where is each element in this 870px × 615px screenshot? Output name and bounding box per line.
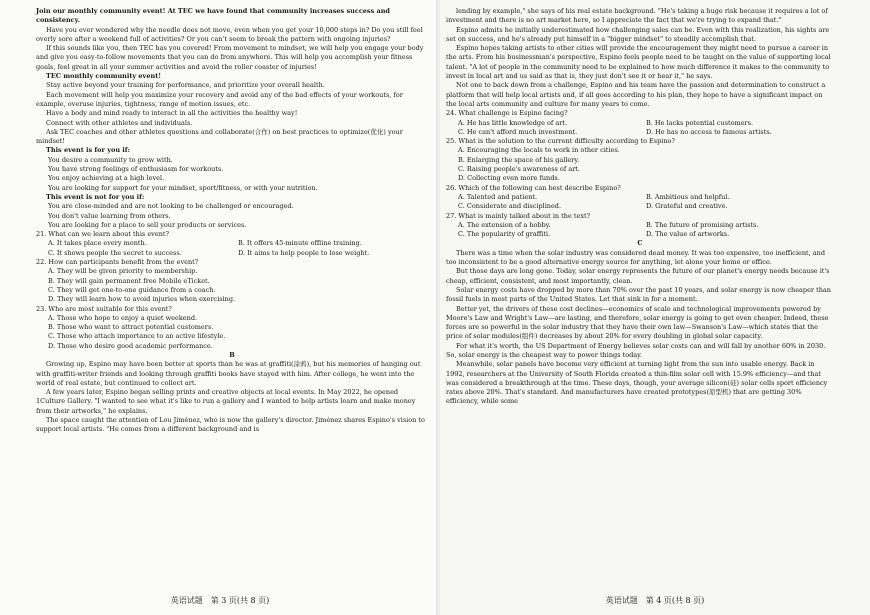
page-4-footer: 英语试题 第 4 页(共 8 页) [605,596,705,605]
question-options [446,119,834,138]
answer-option: C. They will get one-to-one guidance from a coach. [48,285,216,294]
answer-option: A. They will be given priority to membership. [48,267,198,276]
passage-c-paragraph: Better yet, the drivers of these cost declines—economics of scale and technological improvements powered by Moore's Law and Wright's Law—are lasting, and therefore, solar energy is going to get even cheaper. Indeed, these forces are so powerful in the solar industry that they have their own law—Swanson's Law—which states that the price of solar modules(组件) decreases by about 20% for every doubling in global solar capacity. [446,304,829,341]
event-line: Ask TEC coaches and other athletes questions and collaborate(合作) on best practices to optimize(优化) your mindset! [36,127,403,146]
answer-option: B. They will gain permanent free Mobile eTicket. [48,276,210,285]
event-lines [36,81,428,146]
answer-option: B. It offers 45-minute offline training. [238,239,362,248]
not-for-you-heading: This event is not for you if: [46,192,145,201]
answer-option: B. Those who want to attract potential customers. [48,323,214,332]
question-options [36,267,428,304]
answer-option: A. He has little knowledge of art. [458,118,568,127]
question-stem: 26. Which of the following can best describe Espino? [446,183,621,192]
passage-b-paragraph: Espino hopes taking artists to other cities will provide the encouragement they might need to pursue a career in the arts. From his businessman's perspective, Espino feels people need to be taught on the value of supporting local talent. "A lot of people in the community need to be explained to how much difference it makes to the community to invest in local art and us said as that is, they just don't see it or hear it," he says. [446,44,831,81]
question-options [446,146,834,183]
event-line: Stay active beyond your training for performance, and prioritize your overall health. [46,81,325,90]
answer-option: D. Those who desire good academic performance. [48,341,213,350]
question-stem: 27. What is mainly talked about in the text? [446,211,591,220]
answer-option: C. Those who attach importance to an active lifestyle. [48,332,226,341]
passage-c-paragraph: There was a time when the solar industry was considered dead money. It was too expensive, too inefficient, and too inconsistent to be a good alternative energy source for anything, let alone your home or office. [446,248,826,267]
answer-option: B. Ambitious and helpful. [646,192,730,201]
not-for-you-lines [36,202,428,230]
passage-c-paragraph: Meanwhile, solar panels have become very efficient at turning light from the sun into usable energy. Back in 1992, researchers at the University of South Florida created a thin-film solar cell with 15.9% efficiency—and that was considered a breakthrough at the time. These days, though, your average silicon(硅) solar cells sport efficiency rates above 20%. That's standard. And manufacturers have created prototypes(原型机) that are getting 30% efficiency, while some [446,360,828,406]
for-you-lines [36,156,428,193]
passage-b-paragraph: The space caught the attention of Lou Jiménez, who is now the gallery's director. Jiménez shares Espino's vision to support local artists. "He comes from a different background and is [36,416,425,434]
for-you-heading: This event is for you if: [46,146,130,155]
not-for-you-line: You don't value learning from others. [48,211,171,220]
passage-b-continued [446,7,834,109]
answer-option: D. Grateful and creative. [646,202,728,211]
page-3-text [36,7,428,435]
answer-option: B. Enlarging the space of his gallery. [458,155,580,164]
section-b-label: B [229,350,235,359]
answer-option: C. It shows people the secret to success. [48,248,182,257]
page-4-text [446,7,834,407]
answer-option: B. He lacks potential customers. [646,118,754,127]
not-for-you-line: You are close-minded and are not looking to be challenged or encouraged. [48,202,294,211]
passage-b-paragraph: Not one to back down from a challenge, Espino and his team have the passion and determination to construct a platform that will help local artists and, if all goes according to his plan, they hope to have a significant impact on the local arts community and culture for many years to come. [446,81,826,108]
question-stem: 25. What is the solution to the current difficulty according to Espino? [446,137,675,146]
passage-b-paragraph: Espino admits he initially underestimated how challenging sales can be. Even with this realization, his sights are set on success, and he's already put himself in a "bigger mindset" to steadily accomplish that. [446,25,830,43]
passage-c-paragraph: For what it's worth, the US Department of Energy believes solar costs can and will fall by another 60% in 2030. So, solar energy is the cheapest way to power things today. [446,341,826,359]
passage-a-title: Join our monthly community event! At TEC we have found that community increases success and consistency. [36,7,390,25]
section-c-label: C [637,239,643,248]
question-options [446,193,834,212]
answer-option: A. The extension of a hobby. [458,220,551,229]
answer-option: D. The value of artworks. [646,230,730,239]
question-options [446,221,834,240]
answer-option: C. Considerate and disciplined. [458,202,562,211]
passage-b-paragraph: lending by example," she says of his real estate background. "He's taking a huge risk because it requires a lot of investment and there is no art market here, so I appreciate the fact that we're trying to expand that." [446,7,828,25]
for-you-line: You desire a community to grow with. [48,155,173,164]
answer-option: A. Encouraging the locals to work in other cities. [458,146,620,155]
event-line: Have a body and mind ready to interact in all the activities the healthy way! [46,109,298,118]
answer-option: C. Raising people's awareness of art. [458,165,580,174]
questions-21-23 [36,230,428,351]
question-stem: 21. What can we learn about this event? [36,230,169,239]
answer-option: B. The future of promising artists. [646,220,759,229]
intro-paragraph: Have you ever wondered why the needle does not move, even when you get your 10,000 steps in? Do you still feel overly sore after a weekend full of activities? Or you can't seem to break the pattern with ongoing injuries? [36,25,423,43]
passage-c [446,249,834,407]
passage-b [36,360,428,434]
question-stem: 24. What challenge is Espino facing? [446,109,568,118]
questions-24-27 [446,109,834,239]
event-heading: TEC monthly community event! [46,72,162,81]
page-4 [440,0,870,615]
not-for-you-line: You are looking for a place to sell your products or services. [48,220,247,229]
for-you-line: You have strong feelings of enthusiasm for workouts. [48,165,224,174]
intro-paragraph: If this sounds like you, then TEC has you covered! From movement to mindset, we will help you engage your body and give you easy-to-follow movements that you can do from anywhere. This will help you accomplish your fitness goals, feel great in all your summer activities and avoid the roller coaster of injuries! [36,44,424,71]
answer-option: C. He can't afford much investment. [458,127,578,136]
event-line: Connect with other athletes and individuals. [46,118,193,127]
passage-c-paragraph: But those days are long gone. Today, solar energy represents the future of our planet's energy needs because it's cheap, efficient, consistent, and most importantly, clean. [446,267,830,285]
answer-option: C. The popularity of graffiti. [458,230,551,239]
passage-b-paragraph: A few years later, Espino began selling prints and creative objects at local events. In May 2022, he opened 1Culture Gallery. "I wanted to see what it's like to run a gallery and I wanted to help artists learn and make money from their artworks," he explains. [36,388,416,415]
event-line: Each movement will help you maximize your recovery and avoid any of the bad effects of your workouts, for example, overuse injuries, tightness, range of motion issues, etc. [36,90,403,108]
answer-option: D. Collecting even more funds. [458,174,560,183]
answer-option: D. He has no access to famous artists. [646,127,772,136]
page-3-footer: 英语试题 第 3 页(共 8 页) [170,596,270,605]
answer-option: D. They will learn how to avoid injuries when exercising. [48,295,236,304]
passage-b-paragraph: Growing up, Espino may have been better at sports than he was at graffiti(涂鸦), but his memories of hanging out with graffiti-writer friends and looking through graffiti books have stayed with him. After college, he went into the world of real estate, but continued to collect art. [36,360,421,387]
for-you-line: You enjoy achieving at a high level. [48,174,165,183]
answer-option: A. Those who hope to enjoy a quiet weekend. [48,313,198,322]
question-options [36,239,428,258]
passage-c-paragraph: Solar energy costs have dropped by more than 70% over the past 10 years, and solar energy is now cheaper than fossil fuels in most parts of the United States. Let that sink in for a moment. [446,285,831,304]
for-you-line: You are looking for support for your mindset, sport/fitness, or with your nutrition. [48,183,318,192]
question-options [36,314,428,351]
question-stem: 23. Who are most suitable for this event? [36,304,172,313]
answer-option: A. Talented and patient. [458,192,538,201]
answer-option: A. It takes place every month. [48,239,147,248]
question-stem: 22. How can participants benefit from the event? [36,258,199,267]
answer-option: D. It aims to help people to lose weight. [238,248,370,257]
